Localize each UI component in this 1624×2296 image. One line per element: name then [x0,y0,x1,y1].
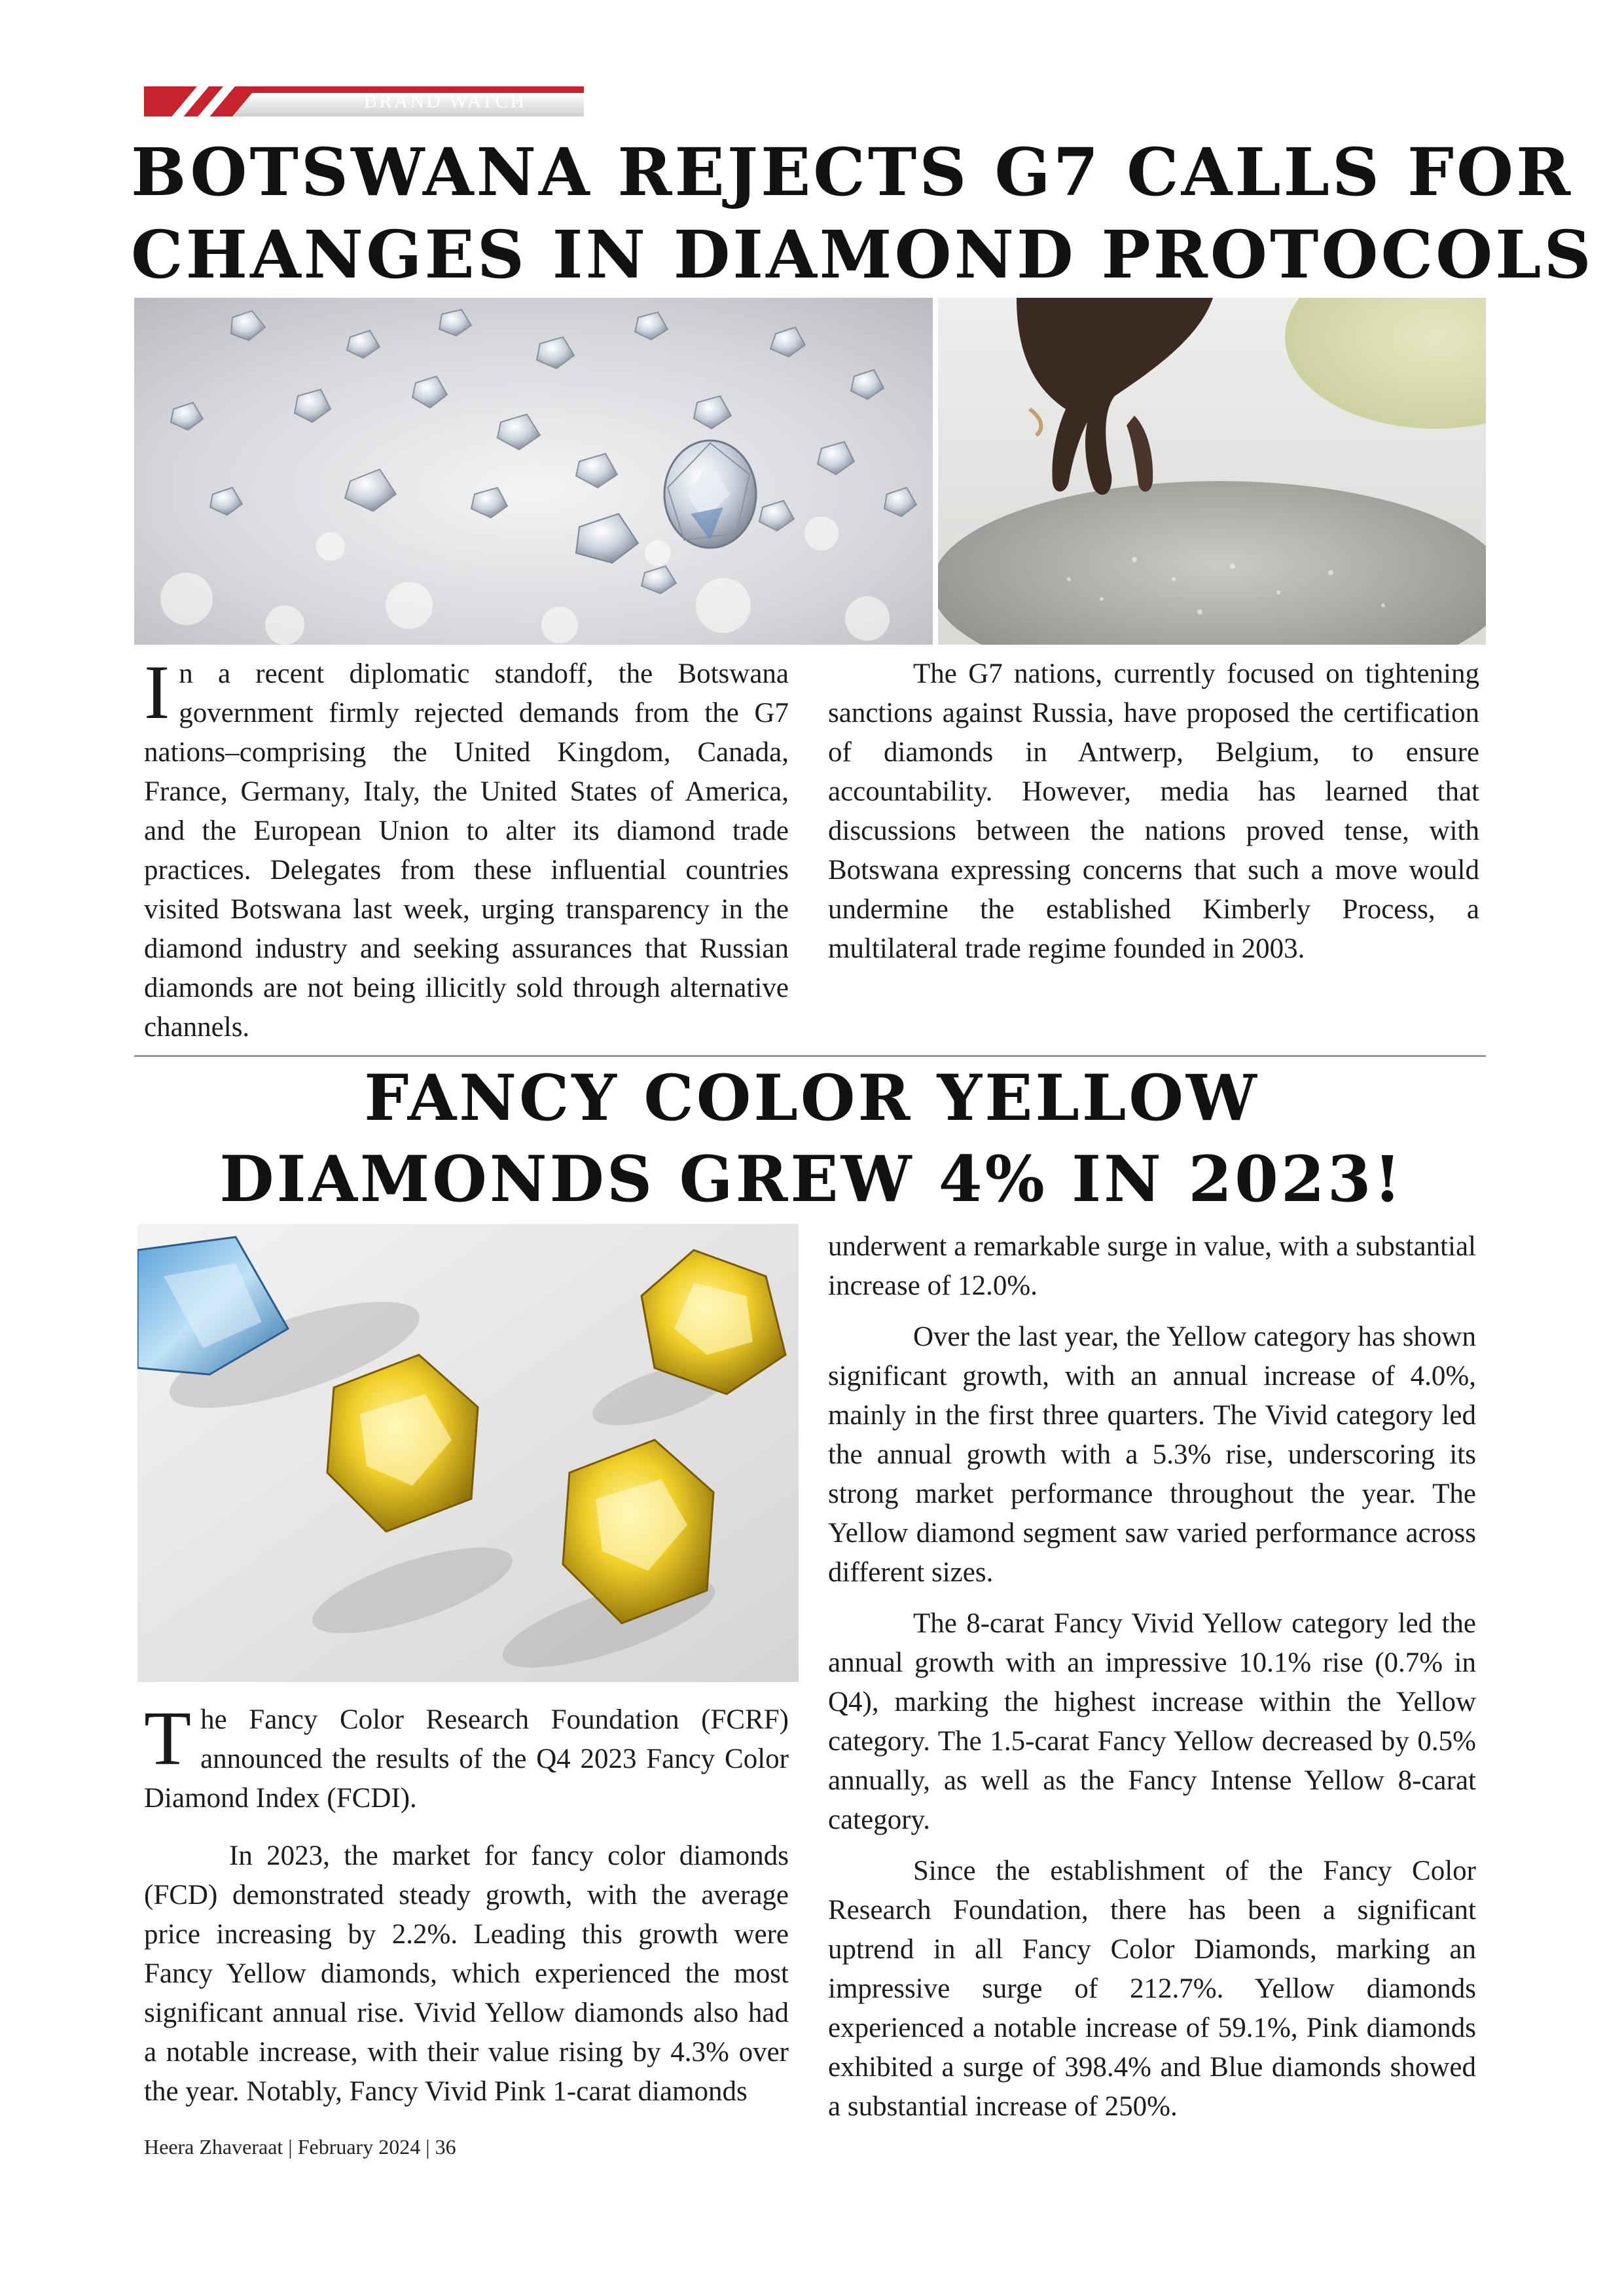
article2-right-p1: underwent a remarkable surge in value, with a substantial increase of 12.0%. [828,1231,1476,1301]
article2-right-p3: The 8-carat Fancy Vivid Yellow category led the annual growth with an impressive 10.1% rise (0.7% in Q4), marking the highest increase within the Yellow category. The 1.5-carat Fancy Yellow decreased by 0.5% annually, as well as the Fancy Intense Yellow 8-carat category. [828,1608,1476,1835]
article2-headline [131,1058,1492,1220]
article1-right-text: The G7 nations, currently focused on tightening sanctions against Russia, have proposed the certification of diamonds in Antwerp, Belgium, to ensure accountability. However, media has learned that discussions between the nations proved tense, with Botswana expressing concerns that such a move would undermine the established Kimberly Process, a multilateral trade regime founded in 2003. [828,658,1479,964]
yellow-diamonds-photo [137,1224,799,1682]
article1-headline-line2: CHANGES IN DIAMOND PROTOCOLS [131,216,1594,293]
article2-right-p2: Over the last year, the Yellow category has shown significant growth, with an annual increase of 4.0%, mainly in the first three quarters. The Vivid category led the annual growth with a 5.3% rise, underscoring its strong market performance throughout the year. The Yellow diamond segment saw varied performance across different sizes. [828,1321,1476,1588]
section-divider [134,1055,1486,1057]
article2-dropcap: T [144,1695,192,1781]
article2-headline-line1: FANCY COLOR YELLOW [364,1061,1259,1135]
hand-sorting-diamonds-photo [938,298,1486,645]
article2-left-column [144,1695,789,2123]
section-tag-label: BRAND WATCH [363,90,527,112]
article2-right-column [828,1227,1476,2138]
section-tag [144,86,584,117]
article1-headline [131,131,1594,296]
article1-left-column [144,649,789,1059]
article2-left-intro: he Fancy Color Research Foundation (FCRF) announced the results of the Q4 2023 Fancy Color Diamond Index (FCDI). [144,1704,789,1814]
article1-dropcap: I [144,649,170,735]
article2-left-paragraph: In 2023, the market for fancy color diamonds (FCD) demonstrated steady growth, with the average price increasing by 2.2%. Leading this growth were Fancy Yellow diamonds, which experienced the most significant annual rise. Vivid Yellow diamonds also had a notable increase, with their value rising by 4.3% over the year. Notably, Fancy Vivid Pink 1-carat diamonds [144,1840,789,2107]
article1-headline-line1: BOTSWANA REJECTS G7 CALLS FOR [131,134,1574,211]
article2-right-p4: Since the establishment of the Fancy Color Research Foundation, there has been a significant uptrend in all Fancy Color Diamonds, marking an impressive surge of 212.7%. Yellow diamonds experienced a notable increase of 59.1%, Pink diamonds exhibited a surge of 398.4% and Blue diamonds showed a substantial increase of 250%. [828,1856,1476,2122]
diamonds-falling-photo [134,298,933,645]
article1-left-text: n a recent diplomatic standoff, the Botswana government firmly rejected demands from the G7 nations–comprising the United Kingdom, Canada, France, Germany, Italy, the United States of America, and the European Union to alter its diamond trade practices. Delegates from these influential countries visited Botswana last week, urging transparency in the diamond industry and seeking assurances that Russian diamonds are not being illicitly sold through alternative channels. [144,658,789,1043]
article1-right-column [828,655,1479,980]
article2-headline-line2: DIAMONDS GREW 4% IN 2023! [219,1142,1404,1216]
page-footer: Heera Zhaveraat | February 2024 | 36 [144,2135,456,2159]
